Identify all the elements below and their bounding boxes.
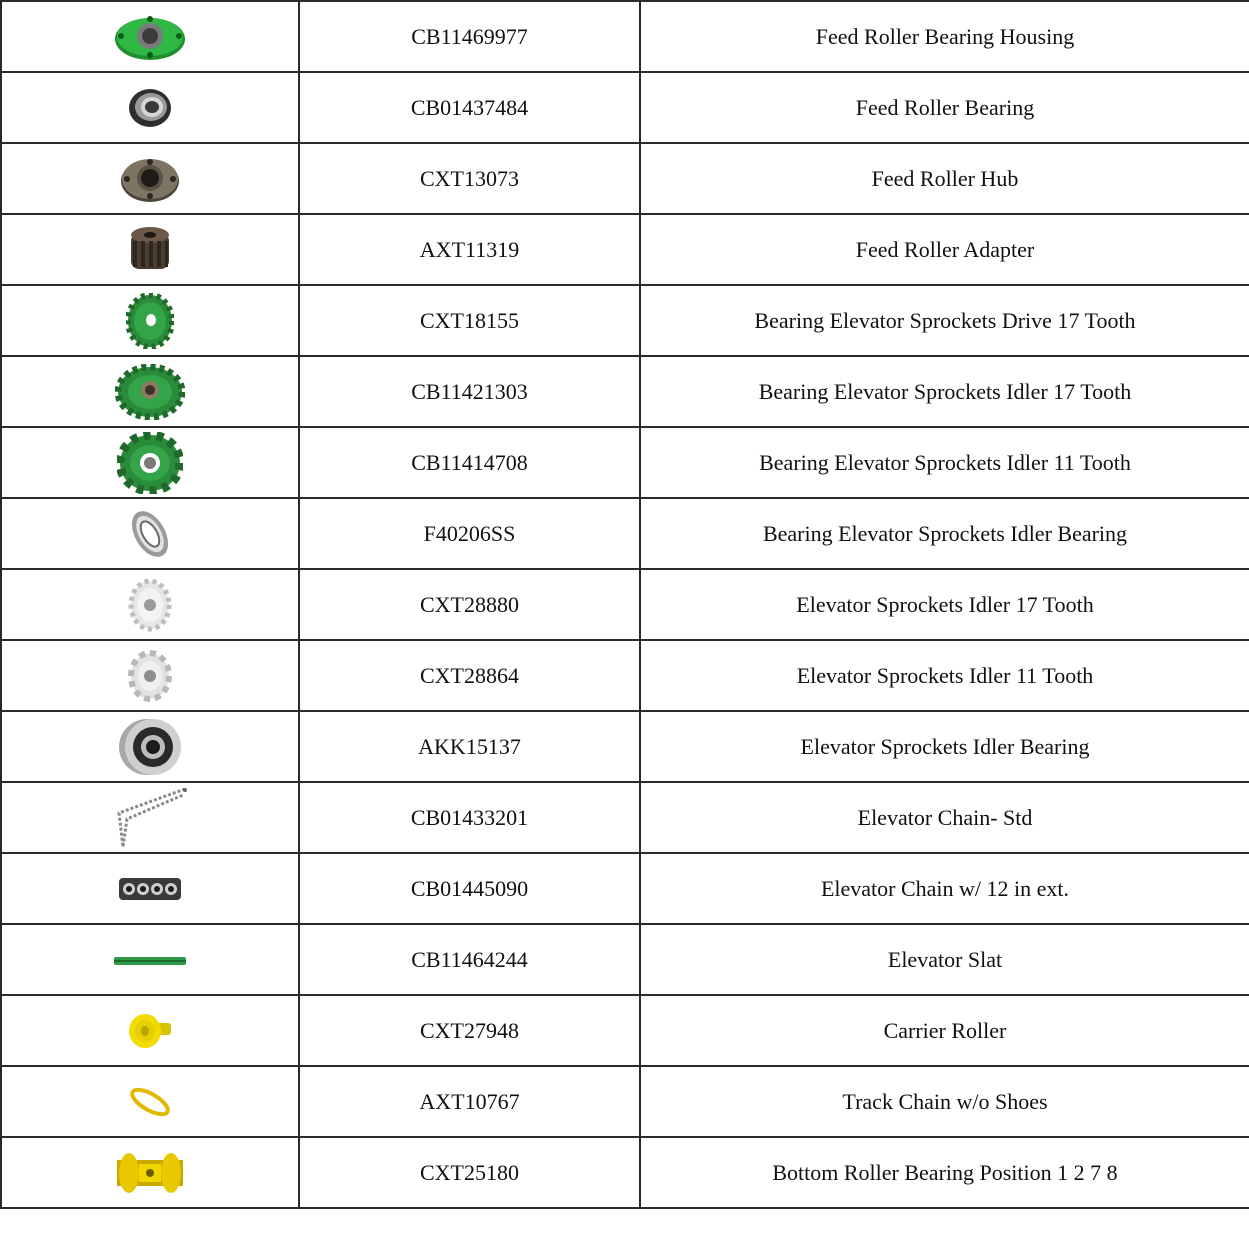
part-description: Feed Roller Bearing Housing <box>640 1 1249 72</box>
part-number: AXT10767 <box>299 1066 640 1137</box>
yellow-bottom-roller-icon <box>115 1150 185 1196</box>
elevator-chain-icon <box>113 785 187 851</box>
part-number: CB01445090 <box>299 853 640 924</box>
green-flange-bearing-housing-icon <box>113 12 187 62</box>
part-number: CXT18155 <box>299 285 640 356</box>
table-row <box>1 995 1249 1066</box>
yellow-track-chain-icon <box>126 1085 174 1119</box>
yellow-carrier-roller-icon <box>125 1011 175 1051</box>
part-number: CXT13073 <box>299 143 640 214</box>
part-number: CXT27948 <box>299 995 640 1066</box>
part-image-cell <box>1 1 299 72</box>
chain-with-extension-icon <box>117 872 183 906</box>
part-description: Track Chain w/o Shoes <box>640 1066 1249 1137</box>
table-row <box>1 1 1249 72</box>
part-description: Bearing Elevator Sprockets Idler 17 Tooth <box>640 356 1249 427</box>
part-image-cell <box>1 853 299 924</box>
part-image-cell <box>1 427 299 498</box>
white-sprocket-11-tooth-icon <box>127 648 173 704</box>
table-row <box>1 1066 1249 1137</box>
part-number: AXT11319 <box>299 214 640 285</box>
ball-bearing-insert-icon <box>127 87 173 129</box>
part-image-cell <box>1 143 299 214</box>
table-row <box>1 640 1249 711</box>
part-description: Elevator Sprockets Idler 17 Tooth <box>640 569 1249 640</box>
part-number: CB11414708 <box>299 427 640 498</box>
green-slat-icon <box>113 954 187 968</box>
part-description: Feed Roller Hub <box>640 143 1249 214</box>
table-row <box>1 711 1249 782</box>
green-sprocket-17-tooth-icon <box>126 293 174 349</box>
part-image-cell <box>1 924 299 995</box>
part-image-cell <box>1 995 299 1066</box>
table-row <box>1 498 1249 569</box>
part-description: Bottom Roller Bearing Position 1 2 7 8 <box>640 1137 1249 1208</box>
part-description: Elevator Sprockets Idler Bearing <box>640 711 1249 782</box>
part-description: Elevator Sprockets Idler 11 Tooth <box>640 640 1249 711</box>
part-image-cell <box>1 72 299 143</box>
part-image-cell <box>1 285 299 356</box>
table-row <box>1 214 1249 285</box>
part-description: Bearing Elevator Sprockets Idler Bearing <box>640 498 1249 569</box>
white-sprocket-17-tooth-icon <box>127 577 173 633</box>
table-row <box>1 1137 1249 1208</box>
part-number: CB01437484 <box>299 72 640 143</box>
wide-sealed-bearing-icon <box>117 715 183 779</box>
part-number: AKK15137 <box>299 711 640 782</box>
part-image-cell <box>1 640 299 711</box>
tilted-ball-bearing-icon <box>125 506 175 562</box>
part-image-cell <box>1 1137 299 1208</box>
part-description: Feed Roller Bearing <box>640 72 1249 143</box>
table-row <box>1 356 1249 427</box>
part-description: Carrier Roller <box>640 995 1249 1066</box>
part-description: Elevator Chain w/ 12 in ext. <box>640 853 1249 924</box>
part-number: CB11464244 <box>299 924 640 995</box>
part-image-cell <box>1 498 299 569</box>
table-row <box>1 72 1249 143</box>
table-row <box>1 427 1249 498</box>
part-number: CXT28864 <box>299 640 640 711</box>
part-image-cell <box>1 569 299 640</box>
part-number: F40206SS <box>299 498 640 569</box>
green-idler-sprocket-17-tooth-icon <box>115 364 185 420</box>
table-row <box>1 569 1249 640</box>
table-row <box>1 285 1249 356</box>
part-number: CB11421303 <box>299 356 640 427</box>
green-idler-sprocket-11-tooth-icon <box>117 432 183 494</box>
part-image-cell <box>1 782 299 853</box>
flanged-hub-icon <box>119 154 181 204</box>
part-number: CB11469977 <box>299 1 640 72</box>
splined-adapter-icon <box>125 223 175 277</box>
part-description: Elevator Slat <box>640 924 1249 995</box>
table-row <box>1 924 1249 995</box>
part-number: CB01433201 <box>299 782 640 853</box>
part-number: CXT28880 <box>299 569 640 640</box>
part-description: Bearing Elevator Sprockets Drive 17 Tooth <box>640 285 1249 356</box>
table-row <box>1 143 1249 214</box>
part-image-cell <box>1 1066 299 1137</box>
part-description: Bearing Elevator Sprockets Idler 11 Tooth <box>640 427 1249 498</box>
part-description: Feed Roller Adapter <box>640 214 1249 285</box>
part-number: CXT25180 <box>299 1137 640 1208</box>
table-row <box>1 782 1249 853</box>
table-row <box>1 853 1249 924</box>
part-image-cell <box>1 711 299 782</box>
part-description: Elevator Chain- Std <box>640 782 1249 853</box>
part-image-cell <box>1 356 299 427</box>
part-image-cell <box>1 214 299 285</box>
